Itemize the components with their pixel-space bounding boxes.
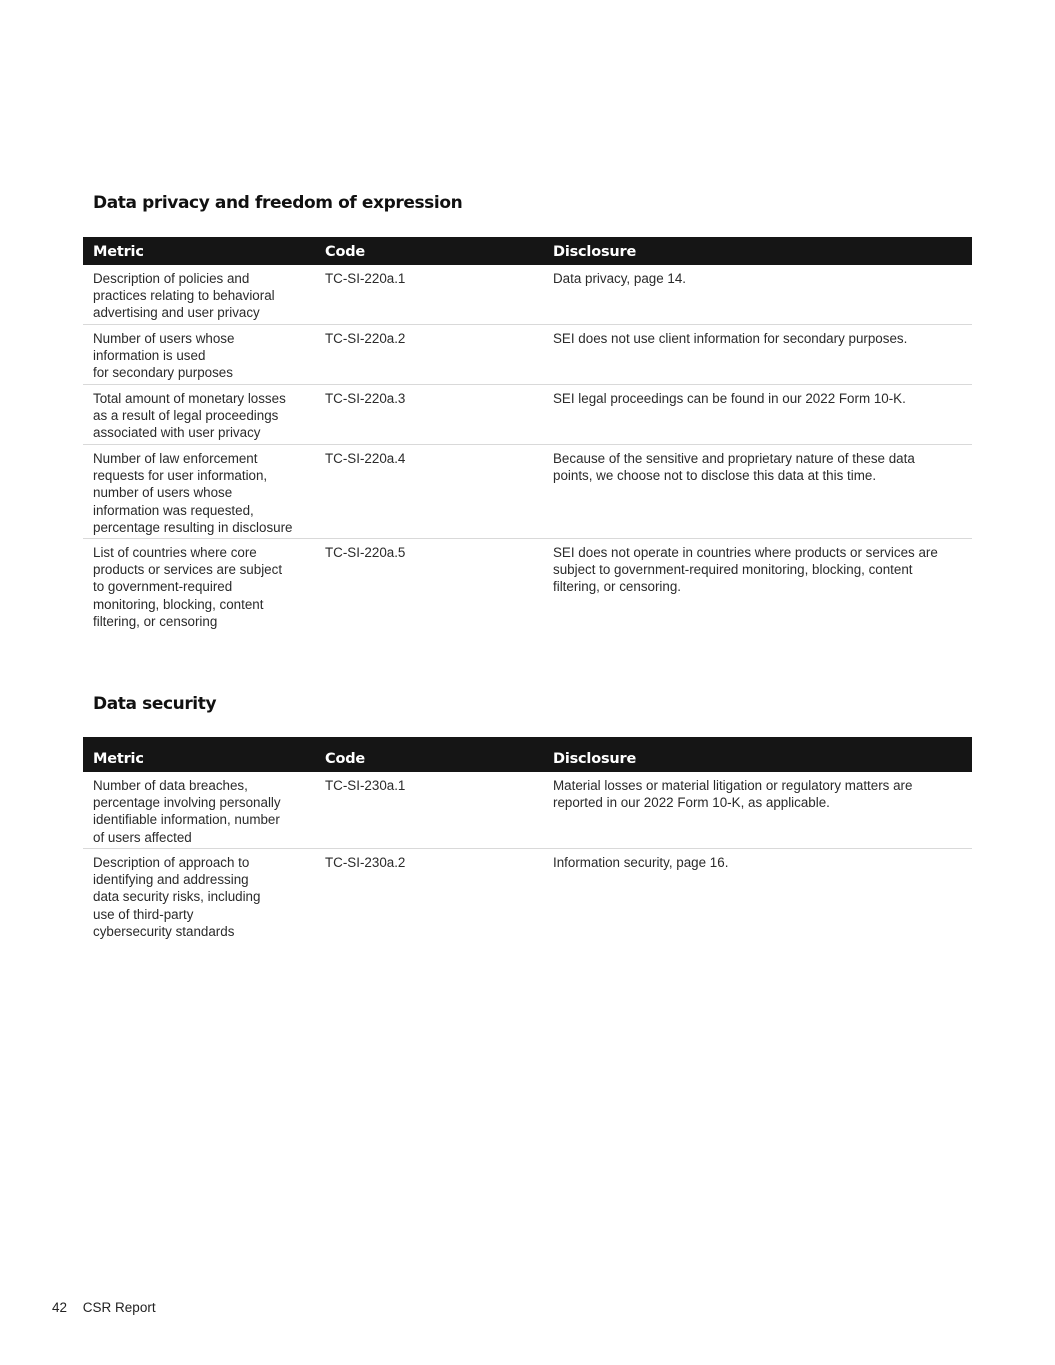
metric-cell: Total amount of monetary losses as a result of legal proceedings associated with user privacy bbox=[93, 391, 286, 441]
table-row bbox=[83, 539, 972, 634]
header-code: Code bbox=[325, 751, 366, 767]
section-title-data-privacy: Data privacy and freedom of expression bbox=[93, 193, 463, 213]
table-row bbox=[83, 265, 972, 325]
metric-cell: Number of users whose information is used for secondary purposes bbox=[93, 331, 235, 381]
metric-cell: Number of law enforcement requests for user information, number of users whose information was requested, percentage resulting in disclosure bbox=[93, 451, 293, 535]
header-metric: Metric bbox=[93, 244, 144, 260]
section-title-data-security: Data security bbox=[93, 694, 217, 714]
code-cell: TC-SI-220a.2 bbox=[325, 331, 406, 346]
disclosure-cell: SEI legal proceedings can be found in our 2022 Form 10-K. bbox=[553, 391, 906, 406]
code-cell: TC-SI-220a.5 bbox=[325, 545, 406, 560]
metric-cell: Description of approach to identifying and addressing data security risks, including use of third-party cybersecurity standards bbox=[93, 855, 261, 939]
disclosure-cell: SEI does not use client information for secondary purposes. bbox=[553, 331, 908, 346]
page-footer bbox=[52, 1300, 156, 1315]
table-row bbox=[83, 849, 972, 944]
code-cell: TC-SI-220a.3 bbox=[325, 391, 406, 406]
header-code: Code bbox=[325, 244, 366, 260]
disclosure-cell: SEI does not operate in countries where products or services are subject to government-required monitoring, blocking, content filtering, or censoring. bbox=[553, 545, 938, 595]
page-number: 42 bbox=[52, 1300, 68, 1315]
table-row bbox=[83, 772, 972, 849]
header-disclosure: Disclosure bbox=[553, 244, 637, 260]
metric-cell: List of countries where core products or services are subject to government-required monitoring, blocking, content filtering, or censoring bbox=[93, 545, 283, 629]
code-cell: TC-SI-230a.2 bbox=[325, 855, 406, 870]
disclosure-cell: Information security, page 16. bbox=[553, 855, 729, 870]
data-security-table bbox=[83, 737, 972, 944]
table-row bbox=[83, 445, 972, 539]
code-cell: TC-SI-230a.1 bbox=[325, 778, 406, 793]
table-row bbox=[83, 325, 972, 385]
header-metric: Metric bbox=[93, 751, 144, 767]
metric-cell: Description of policies and practices relating to behavioral advertising and user privacy bbox=[93, 271, 275, 321]
metric-cell: Number of data breaches, percentage involving personally identifiable information, number of users affected bbox=[93, 778, 281, 845]
data-privacy-table bbox=[83, 237, 972, 634]
table-header bbox=[83, 237, 972, 265]
code-cell: TC-SI-220a.4 bbox=[325, 451, 406, 466]
header-disclosure: Disclosure bbox=[553, 751, 637, 767]
code-cell: TC-SI-220a.1 bbox=[325, 271, 406, 286]
report-name: CSR Report bbox=[82, 1300, 156, 1315]
table-row bbox=[83, 385, 972, 445]
disclosure-cell: Because of the sensitive and proprietary nature of these data points, we choose not to disclose this data at this time. bbox=[553, 451, 915, 484]
table-header bbox=[83, 737, 972, 772]
disclosure-cell: Data privacy, page 14. bbox=[553, 271, 686, 286]
disclosure-cell: Material losses or material litigation or regulatory matters are reported in our 2022 Form 10-K, as applicable. bbox=[553, 778, 913, 811]
